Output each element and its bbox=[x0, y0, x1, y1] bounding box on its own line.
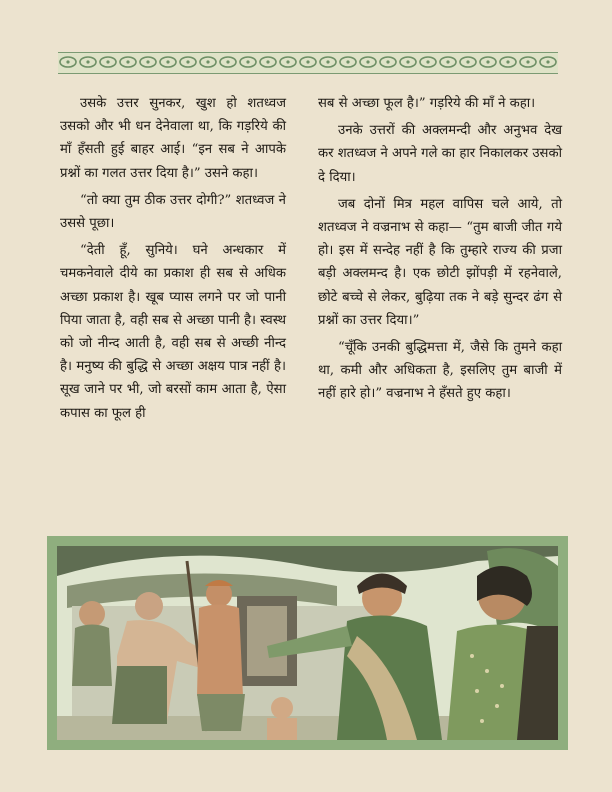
story-illustration bbox=[47, 536, 568, 750]
decorative-border bbox=[58, 52, 558, 74]
left-text-column bbox=[60, 92, 286, 429]
right-text-column bbox=[318, 92, 562, 410]
paragraph: “देती हूँ, सुनिये। घने अन्धकार में चमकनेवाले दीये का प्रकाश ही सब से अधिक अच्छा प्रकाश है। खूब प्यास लगने पर जो पानी पिया जाता है, वही सब से अच्छा पानी है। स्वस्थ को जो नीन्द आती है, वही सब से अच्छी नीन्द है। मनुष्य की बुद्धि से अच्छा अक्षय पात्र नहीं है। सूख जाने पर भी, जो बरसों काम आता है, ऐसा कपास का फूल ही bbox=[60, 243, 286, 421]
paragraph: “चूँकि उनकी बुद्धिमत्ता में, जैसे कि तुमने कहा था, कमी और अधिकता है, इसलिए तुम बाजी में नहीं हारे हो।” वज्रनाभ ने हँसते हुए कहा। bbox=[318, 340, 562, 402]
ornament-pattern-icon bbox=[58, 53, 558, 71]
paragraph: उसके उत्तर सुनकर, खुश हो शतध्वज उसको और भी धन देनेवाला था, कि गड़रिये की माँ हँसती हुई बाहर आई। “इन सब ने आपके प्रश्नों का गलत उत्तर दिया है।” उसने कहा। bbox=[60, 96, 286, 181]
paragraph: उनके उत्तरों की अक्लमन्दी और अनुभव देख कर शतध्वज ने अपने गले का हार निकालकर उसको दे दिया। bbox=[318, 123, 562, 185]
paragraph: जब दोनों मित्र महल वापिस चले आये, तो शतध्वज ने वज्रनाभ से कहा— “तुम बाजी जीत गये हो। इस में सन्देह नहीं है कि तुम्हारे राज्य की प्रजा बड़ी अक्लमन्द है। एक छोटी झोंपड़ी में रहनेवाले, छोटे बच्चे से लेकर, बुढ़िया तक ने बड़े सुन्दर ढंग से प्रश्नों का उत्तर दिया।” bbox=[318, 196, 562, 328]
village-scene-illustration bbox=[57, 546, 558, 740]
paragraph: “तो क्या तुम ठीक उत्तर दोगी?” शतध्वज ने उससे पूछा। bbox=[60, 192, 286, 232]
paragraph: सब से अच्छा फूल है।” गड़रिये की माँ ने कहा। bbox=[318, 96, 536, 111]
